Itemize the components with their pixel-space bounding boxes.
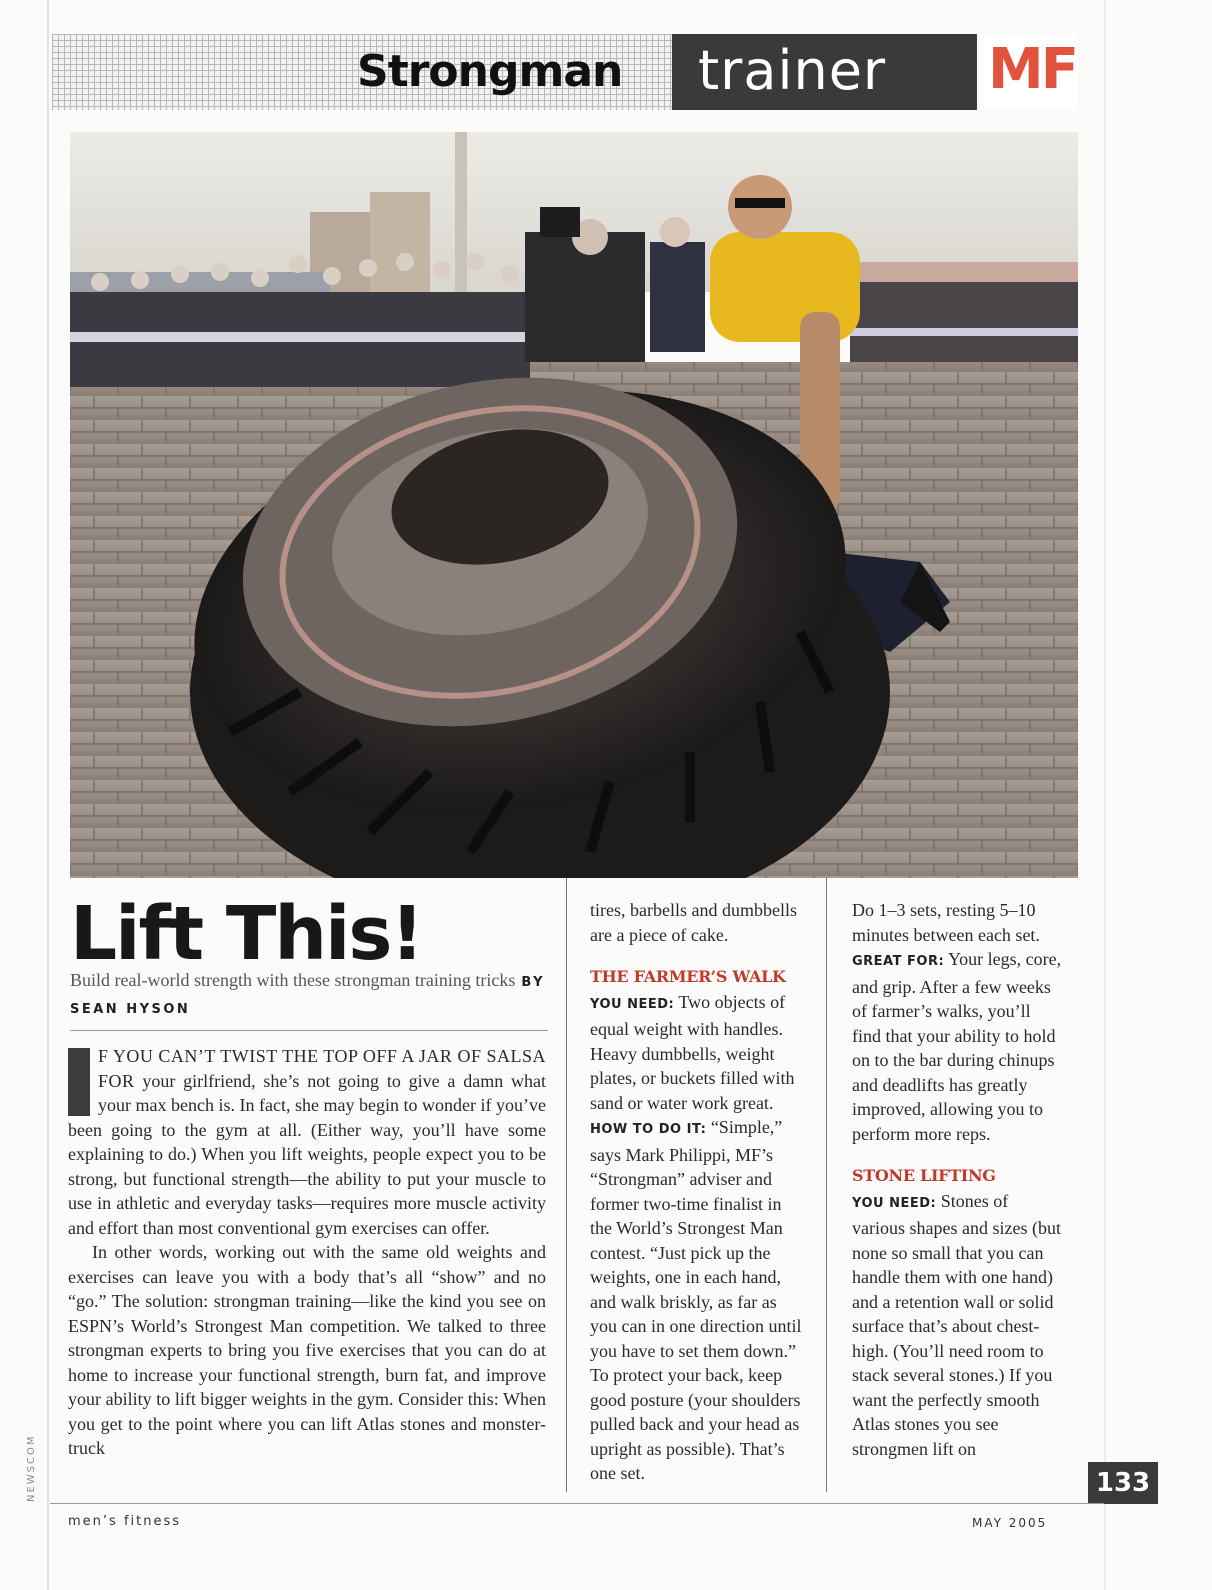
title-rule [70,1030,548,1031]
you-need-label: YOU NEED: [852,1195,937,1211]
photo-credit: NEWSCOM [26,1434,37,1502]
sets-text: Do 1–3 sets, resting 5–10 minutes between each set. [852,900,1040,945]
stone-lifting-you-need [852,1189,1064,1462]
section-header [52,34,1078,110]
article-deck [70,968,570,1022]
page-edge-right [1104,0,1106,1590]
section-title: Strongman [357,46,623,97]
deck-text: Build real-world strength with these strongman training tricks [70,970,516,990]
section-label: trainer [698,39,887,102]
drop-cap [68,1048,90,1116]
paragraph-2: In other words, working out with the same old weights and exercises can leave you with a body that’s all “show” and no “go.” The solution: strongman training—like the kind you see on ESPN’s World’s Strongest Man competition. We talked to three strongman experts to bring you five exercises that you can do at home to increase your functional strength, burn fat, and improve your ability to lift bigger weights in the gym. Consider this: When you get to the point where you can lift Atlas stones and monster-truck [68,1242,546,1458]
farmers-walk-how [590,1115,802,1486]
page-number: 133 [1088,1462,1158,1504]
hero-photo [70,132,1078,878]
stone-lifting-heading: STONE LIFTING [852,1166,996,1185]
continued-text: tires, barbells and dumbbells are a piece of cake. [590,900,797,945]
column-1 [68,1044,546,1461]
how-to-text: “Simple,” says Mark Philippi, MF’s “Strongman” adviser and former two-time finalist in the World’s Strongest Man contest. “Just pick up the weights, one in each hand, and walk briskly, as far as you can in one direction until you have to set them down.” To protect your back, keep good posture (your shoulders pulled back and your head as upright as possible). That’s one set. [590,1117,802,1483]
article-title: Lift This! [70,891,423,977]
lead-paragraph [68,1044,546,1240]
you-need-label: YOU NEED: [590,996,675,1012]
lead-text: your girlfriend, she’s not going to give a damn what your max bench is. In fact, she may begin to wonder if you’ve been going to the gym at all. (Either way, you’ll have some explaining to do.) When you lift weights, people expect you to be strong, but functional strength—the ability to put your muscle to use in athletic and everyday tasks—requires more muscle activity and effort than most conventional gym exercises can offer. [68,1070,546,1238]
column-3 [852,898,1064,1461]
issue-date: MAY 2005 [972,1516,1048,1530]
great-for-text: Your legs, core, and grip. After a few weeks of farmer’s walks, you’ll find that your ability to hold on to the bar during chinups and deadlifts has greatly improved, allowing you to perform more reps. [852,949,1062,1144]
byline: BY SEAN HYSON [70,975,546,1017]
farmers-walk-great-for [852,947,1064,1146]
mf-logo [984,34,1078,110]
section-label-box [672,34,977,110]
farmers-walk-you-need [590,990,802,1116]
magazine-name: men’s fitness [68,1514,182,1529]
column-divider [826,878,827,1492]
footer-rule [50,1503,1104,1504]
column-2 [590,898,802,1486]
lead-caps: F YOU CAN’T TWIST THE TOP OFF A JAR OF SALSA FOR [98,1046,546,1091]
mf-logo-text: MF [988,37,1076,102]
how-to-label: HOW TO DO IT: [590,1122,707,1137]
great-for-label: GREAT FOR: [852,954,945,969]
you-need-text: Two objects of equal weight with handles. Heavy dumbbells, weight plates, or buckets filled with sand or water work great. [590,991,795,1113]
page-edge-left [47,0,49,1590]
column-divider [566,878,567,1492]
farmers-walk-heading: THE FARMER’S WALK [590,967,786,986]
you-need-text: Stones of various shapes and sizes (but none so small that you can handle them with one hand) and a retention wall or solid surface that’s about chest-high. (You’ll need room to stack several stones.) If you want the perfectly smooth Atlas stones you see strongmen lift on [852,1190,1061,1459]
tire-flip-illustration [70,132,1078,878]
